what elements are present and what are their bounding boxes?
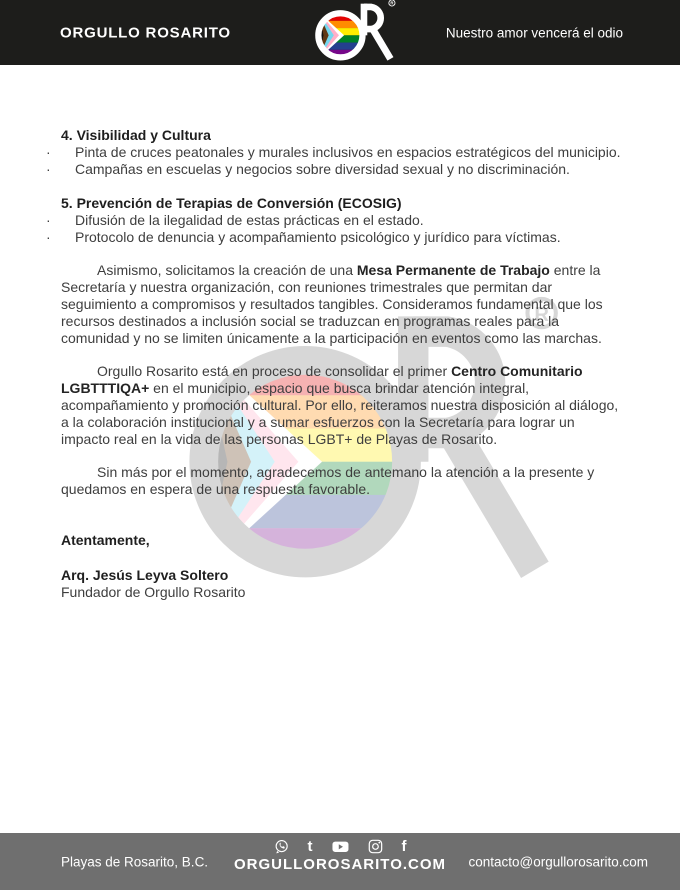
facebook-icon[interactable]: f (401, 837, 407, 855)
footer-email-link[interactable]: contacto@orgullorosarito.com (468, 854, 648, 869)
list-item (46, 144, 622, 161)
section-visibilidad-cultura (46, 127, 622, 178)
letter-body (0, 65, 680, 601)
footer (0, 833, 680, 890)
social-icons (234, 838, 446, 854)
instagram-icon[interactable] (368, 839, 383, 854)
whatsapp-icon[interactable] (274, 839, 289, 854)
brand-name: ORGULLO ROSARITO (60, 24, 231, 41)
list-item (46, 229, 622, 246)
paragraph-despedida: Sin más por el momento, agradecemos de antemano la atención a la presente y quedamos en espera de una respuesta favorable. (61, 464, 595, 497)
signature-title: Fundador de Orgullo Rosarito (61, 584, 246, 600)
list-item (46, 161, 622, 178)
orgullo-rosarito-logo-icon (311, 0, 414, 65)
closing-text: Atentamente, (61, 532, 150, 548)
letterhead (0, 0, 680, 65)
bullet-icon: · (46, 212, 51, 228)
paragraph-mesa-trabajo: Asimismo, solicitamos la creación de una Mesa Permanente de Trabajo entre la Secretaría y nuestra organización, con reuniones trimestrales que permitan dar seguimiento a compromisos y resultados tangibles. Consideramos fundamental que los recursos destinados a inclusión social se traduzcan en programas reales para la comunidad y no se limiten únicamente a la participación en eventos como las marchas. (61, 262, 603, 346)
bullet-icon: · (46, 229, 51, 245)
bullet-icon: · (46, 161, 51, 177)
footer-location: Playas de Rosarito, B.C. (61, 854, 209, 869)
bullet-icon: · (46, 144, 51, 160)
signature-name: Arq. Jesús Leyva Soltero (61, 567, 229, 583)
section-heading: 4. Visibilidad y Cultura (61, 127, 211, 143)
footer-website-link[interactable]: ORGULLOROSARITO.COM (233, 856, 447, 873)
bullet-text: Pinta de cruces peatonales y murales inclusivos en espacios estratégicos del municipio. (75, 144, 621, 160)
list-item (46, 212, 622, 229)
slogan-text: Nuestro amor vencerá el odio (445, 25, 623, 40)
tumblr-icon[interactable]: t (307, 837, 313, 855)
paragraph-centro-comunitario: Orgullo Rosarito está en proceso de consolidar el primer Centro Comunitario LGBTTTIQA+ en el municipio, espacio que busca brindar atención integral, acompañamiento y promoción cultural. Por ello, reiteramos nuestra disposición al diálogo, a la colaboración institucional y a sumar esfuerzos con la Secretaría para lograr un impacto real en la vida de las personas LGBT+ de Playas de Rosarito. (61, 363, 619, 447)
bullet-text: Difusión de la ilegalidad de estas prácticas en el estado. (75, 212, 424, 228)
footer-center (234, 838, 446, 873)
bullet-text: Campañas en escuelas y negocios sobre diversidad sexual y no discriminación. (75, 161, 570, 177)
youtube-icon[interactable] (332, 839, 349, 854)
section-prevencion-ecosig (46, 195, 622, 246)
section-heading: 5. Prevención de Terapias de Conversión (ECOSIG) (61, 195, 402, 211)
bullet-text: Protocolo de denuncia y acompañamiento psicológico y jurídico para víctimas. (75, 229, 561, 245)
